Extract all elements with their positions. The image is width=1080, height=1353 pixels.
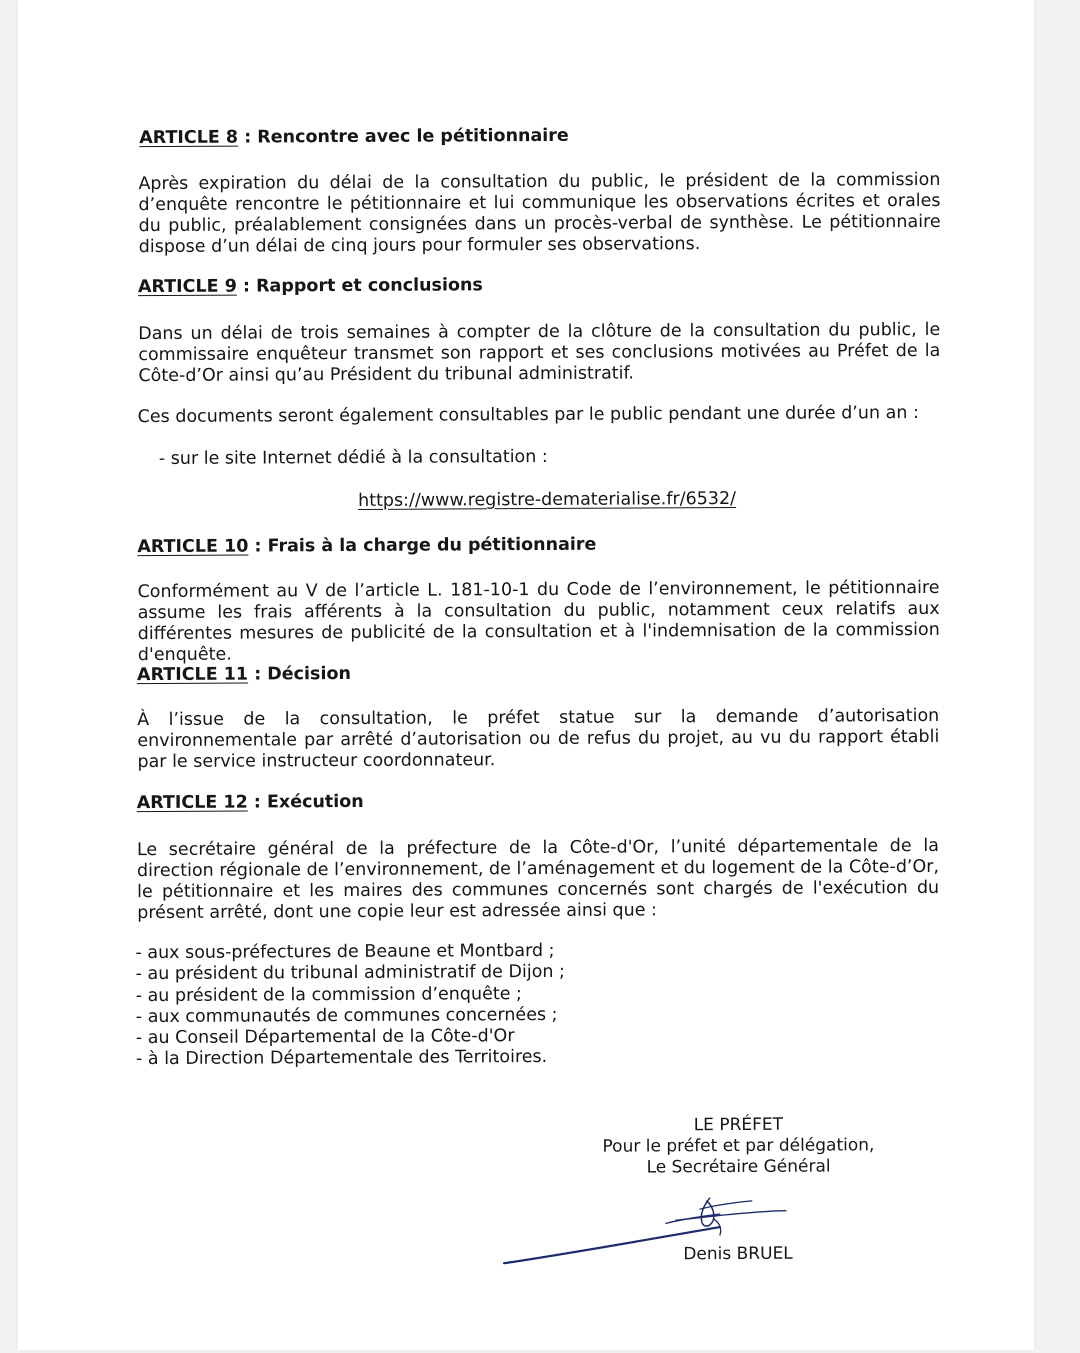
signature-block (578, 1114, 898, 1179)
article-9-bullet: - sur le site Internet dédié à la consultation : (158, 446, 548, 469)
article-title: Rapport et conclusions (256, 275, 483, 297)
article-separator: : (248, 664, 268, 685)
article-9-availability-note: Ces documents seront également consultables par le public pendant une durée d’un an : (137, 403, 919, 428)
article-9-paragraph: Dans un délai de trois semaines à compter de la clôture de la consultation du public, le commissaire enquêteur transmet son rapport et ses conclusions motivées au Préfet de la Côte-d’Or ainsi qu’au Président du tribunal administratif. (138, 319, 941, 387)
article-number: ARTICLE 11 (136, 664, 249, 686)
article-10-heading (137, 535, 596, 557)
article-separator: : (238, 127, 258, 148)
list-item: - aux communautés de communes concernées ; (135, 1004, 558, 1028)
article-10-paragraph: Conformément au V de l’article L. 181-10-1 du Code de l’environnement, le pétitionnaire assume les frais afférents à la consultation du public, notamment ceux relatifs aux différentes mesures de publicité de la consultation et à l'indemnisation de la commission d'enquête. (137, 577, 940, 666)
list-item: - au président de la commission d’enquête ; (135, 983, 522, 1006)
article-11-heading (137, 664, 351, 685)
article-separator: : (247, 792, 267, 813)
signatory-title: Le Secrétaire Général (646, 1156, 831, 1178)
list-item: - au président du tribunal administratif de Dijon ; (135, 962, 565, 985)
list-item: - aux sous-préfectures de Beaune et Montbard ; (135, 940, 555, 964)
signatory-name: Denis BRUEL (683, 1243, 793, 1265)
article-number: ARTICLE 8 (139, 127, 239, 149)
article-separator: : (236, 276, 257, 297)
consultation-website-link[interactable]: https://www.registre-dematerialise.fr/6532/ (358, 488, 737, 511)
recipients-list (135, 941, 565, 1071)
article-separator: : (248, 536, 268, 557)
article-8-heading (139, 126, 569, 148)
article-title: Exécution (266, 791, 364, 813)
signature-ink-stroke (676, 1211, 786, 1221)
article-number: ARTICLE 9 (137, 276, 237, 298)
article-12-heading (137, 792, 364, 813)
article-title: Décision (267, 663, 351, 685)
article-number: ARTICLE 10 (137, 536, 249, 558)
article-number: ARTICLE 12 (136, 792, 248, 814)
list-item: - au Conseil Départemental de la Côte-d'Or (135, 1026, 515, 1049)
article-12-paragraph: Le secrétaire général de la préfecture de la Côte-d'Or, l’unité départementale de la direction régionale de l’environnement, de l’aménagement et du logement de la Côte-d’Or, le pétitionnaire et les maires des communes concernés sont chargés de l'exécution du présent arrêté, dont une copie leur est adressée ainsi que : (136, 835, 940, 924)
article-8-paragraph: Après expiration du délai de la consultation du public, le président de la commission d’enquête rencontre le pétitionnaire et lui communique les observations écrites et orales du public, préalablement consignées dans un procès-verbal de synthèse. Le pétitionnaire dispose d’un délai de cinq jours pour formuler ses observations. (138, 169, 941, 258)
article-9-heading (138, 275, 483, 297)
list-item: - à la Direction Départementale des Territoires. (135, 1047, 548, 1070)
signature-ink-stroke (701, 1198, 714, 1226)
article-title: Rencontre avec le pétitionnaire (257, 125, 569, 148)
signatory-name-block (578, 1243, 898, 1266)
signatory-delegation: Pour le préfet et par délégation, (602, 1135, 875, 1157)
signatory-role: LE PRÉFET (693, 1114, 784, 1136)
article-11-paragraph: À l’issue de la consultation, le préfet statue sur la demande d’autorisation environnementale par arrêté d’autorisation ou de refus du projet, au vu du rapport établi par le service instructeur coordonnateur. (137, 705, 940, 773)
article-title: Frais à la charge du pétitionnaire (267, 534, 597, 557)
